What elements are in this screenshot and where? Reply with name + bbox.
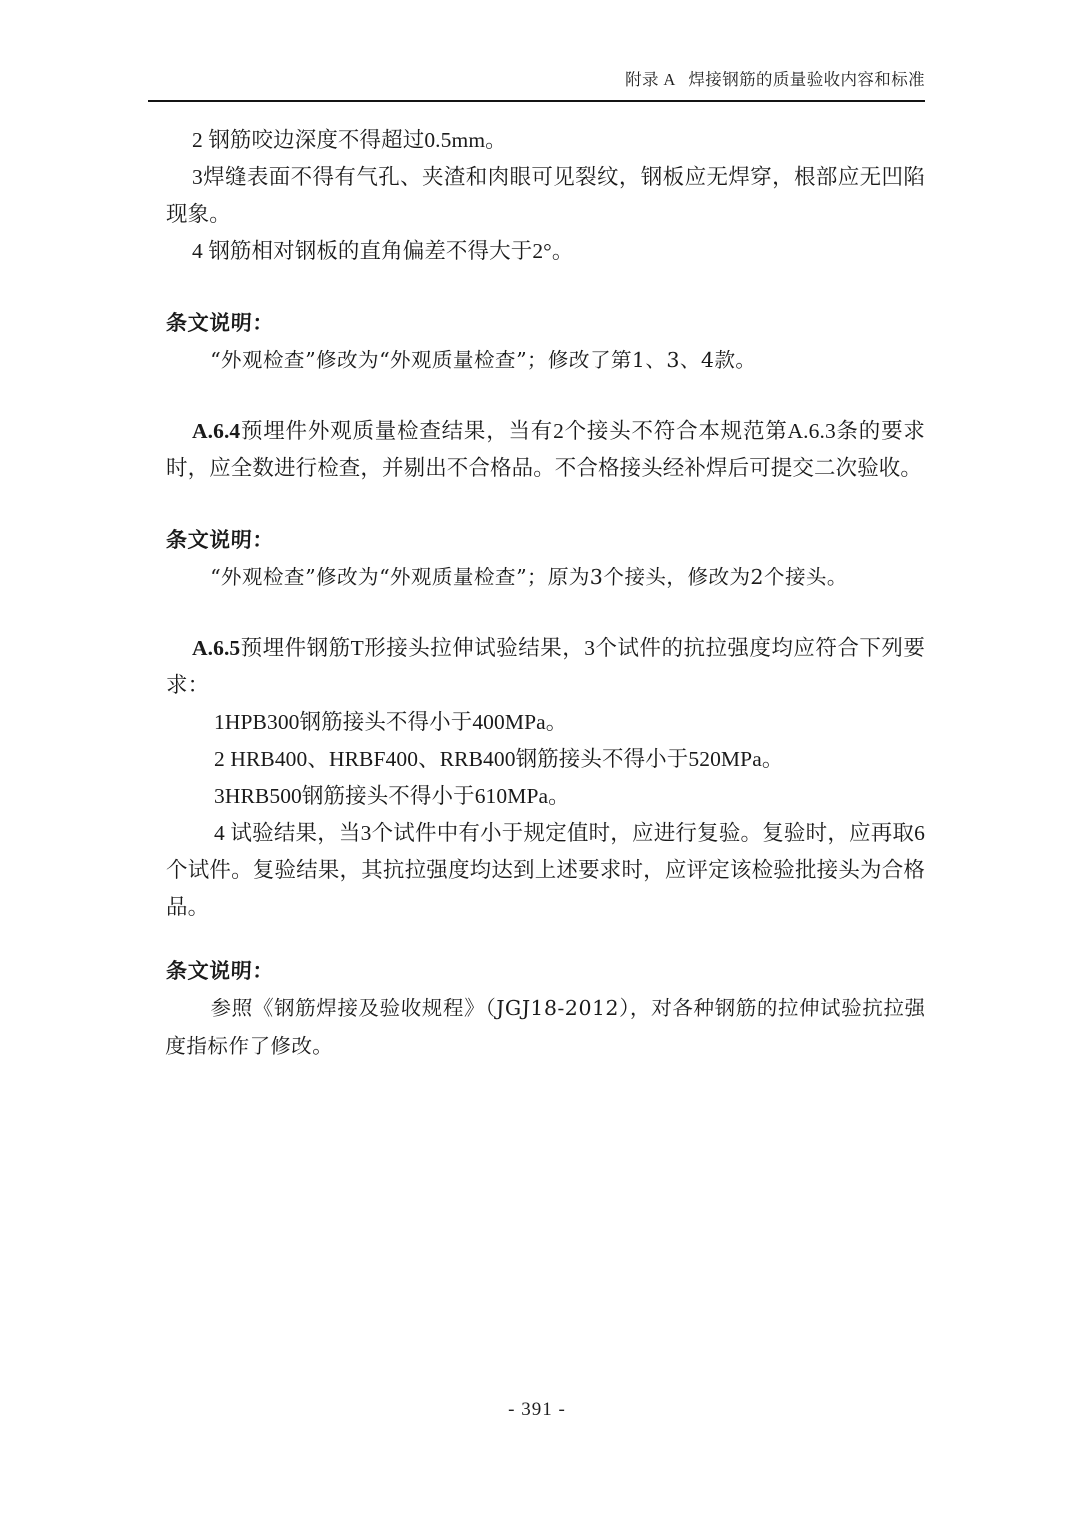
clause-a65	[166, 630, 925, 704]
list-item: 2 HRB400、HRBF400、RRB400钢筋接头不得小于520MPa。	[214, 747, 784, 771]
spacer	[166, 596, 925, 630]
list-item: 1HPB300钢筋接头不得小于400MPa。	[214, 710, 568, 734]
page-number: - 391 -	[508, 1399, 566, 1420]
list-item: 4 钢筋相对钢板的直角偏差不得大于2°。	[192, 239, 574, 263]
spacer	[166, 270, 925, 304]
note-body-text: “外观检查”修改为“外观质量检查”；原为3个接头，修改为2个接头。	[209, 565, 849, 589]
note-heading: 条文说明：	[165, 527, 275, 552]
clause-a64	[166, 413, 925, 487]
clause-text: 预埋件外观质量检查结果，当有2个接头不符合本规范第A.6.3条的要求时，应全数进行检查，并剔出不合格品。不合格接头经补焊后可提交二次验收。	[166, 419, 925, 480]
clause-text: 预埋件钢筋T形接头拉伸试验结果，3个试件的抗拉强度均应符合下列要求：	[166, 636, 925, 697]
list-item: 3HRB500钢筋接头不得小于610MPa。	[214, 784, 570, 808]
header-rule-divider	[148, 100, 925, 102]
clause-number: A.6.4	[192, 419, 241, 443]
page-footer	[0, 1399, 1074, 1421]
note-heading: 条文说明：	[165, 958, 275, 983]
clause-number: A.6.5	[192, 636, 241, 660]
spacer	[166, 926, 925, 952]
note-heading: 条文说明：	[165, 310, 275, 335]
page-body	[166, 122, 925, 1065]
note-body-text: 参照《钢筋焊接及验收规程》（JGJ18-2012），对各种钢筋的拉伸试验抗拉强度指标作了修改。	[164, 996, 927, 1058]
note-body-text: “外观检查”修改为“外观质量检查”；修改了第1、3、4款。	[209, 348, 757, 372]
list-item: 3焊缝表面不得有气孔、夹渣和肉眼可见裂纹，钢板应无焊穿，根部应无凹陷现象。	[166, 165, 925, 226]
list-item: 2 钢筋咬边深度不得超过0.5mm。	[192, 128, 507, 152]
spacer	[166, 487, 925, 521]
list-item: 4 试验结果，当3个试件中有小于规定值时，应进行复验。复验时，应再取6个试件。复验结果，其抗拉强度均达到上述要求时，应评定该检验批接头为合格品。	[166, 821, 925, 919]
running-header-text: 附录 A 焊接钢筋的质量验收内容和标准	[625, 70, 925, 89]
spacer	[166, 379, 925, 413]
